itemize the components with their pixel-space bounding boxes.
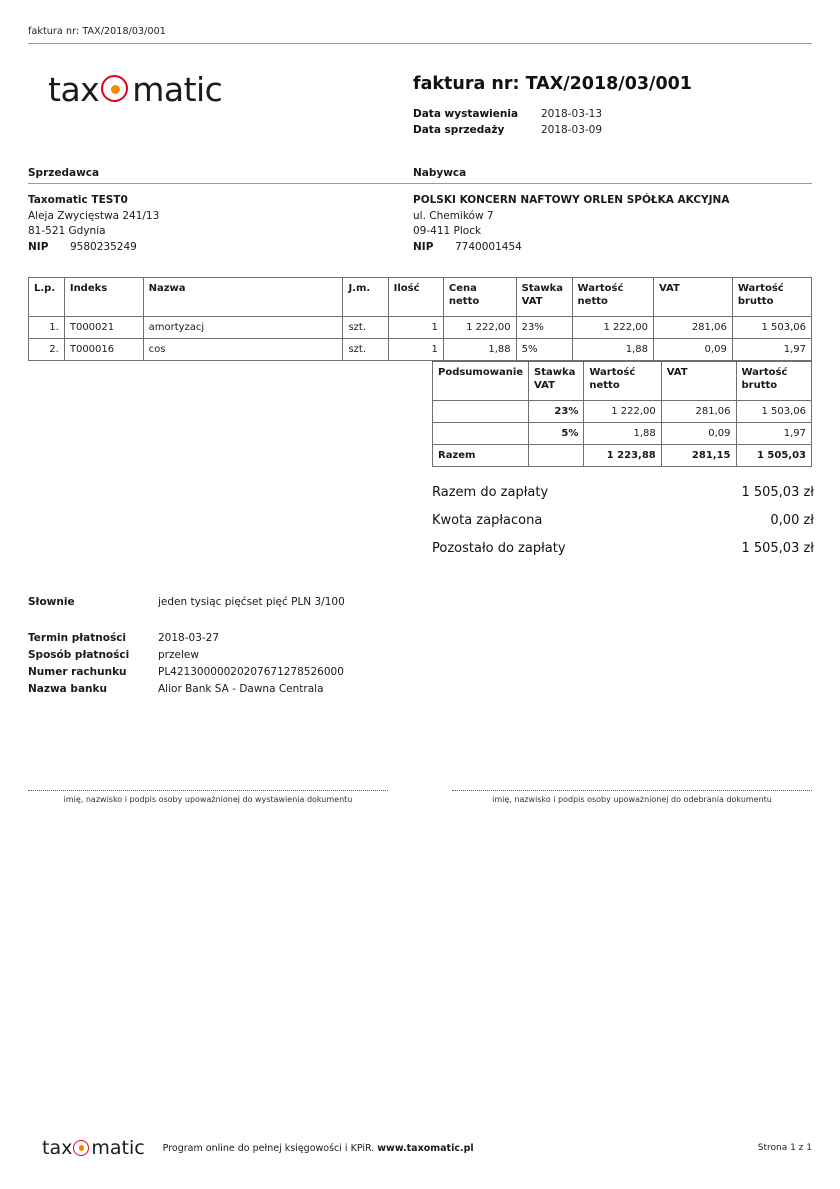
- payment-due-row: [28, 632, 812, 644]
- payment-method-row: [28, 649, 812, 661]
- taxomatic-logo: [48, 70, 413, 109]
- table-row: [29, 339, 812, 361]
- items-table: [28, 277, 812, 361]
- seller-name: Taxomatic TEST0: [28, 194, 128, 206]
- summary-col-gross-value: Wartość brutto: [736, 362, 812, 401]
- payment-details: [28, 632, 812, 695]
- buyer-heading: Nabywca: [413, 167, 812, 184]
- signature-issuer: [28, 790, 388, 804]
- invoice-title-area: [413, 70, 812, 140]
- bank-account-row: [28, 666, 812, 678]
- seller-details: [28, 193, 413, 255]
- summary-cell-net-value: 1,88: [584, 423, 661, 445]
- cell-index: T000021: [64, 317, 143, 339]
- buyer-block: [413, 167, 812, 255]
- cell-lp: 2.: [29, 339, 65, 361]
- issue-date-label: Data wystawienia: [413, 108, 519, 120]
- summary-cell-label: [433, 423, 529, 445]
- buyer-street: ul. Chemików 7: [413, 209, 494, 222]
- total-due-row: [432, 485, 814, 500]
- signature-receiver: [452, 790, 812, 804]
- summary-col-vat: VAT: [661, 362, 736, 401]
- summary-cell-vat-rate: 5%: [529, 423, 584, 445]
- cell-unit: szt.: [343, 339, 388, 361]
- bank-account-label: Numer rachunku: [28, 666, 127, 678]
- cell-index: T000016: [64, 339, 143, 361]
- seller-city: 81-521 Gdynia: [28, 225, 106, 237]
- summary-total-row: [433, 445, 812, 467]
- total-remaining-row: [432, 541, 814, 556]
- buyer-city: 09-411 Plock: [413, 225, 482, 237]
- signature-issuer-line: [28, 790, 388, 791]
- summary-cell-gross-value: 1 503,06: [736, 401, 812, 423]
- cell-name: cos: [143, 339, 343, 361]
- summary-cell-label: [433, 401, 529, 423]
- sale-date-value: 2018-03-09: [541, 124, 603, 136]
- table-row: [29, 317, 812, 339]
- summary-cell-gross-value: 1,97: [736, 423, 812, 445]
- document-footer: [28, 1137, 812, 1159]
- footer-tagline-text: Program online do pełnej księgowości i KPiR.: [162, 1142, 378, 1154]
- parties-section: [28, 167, 812, 255]
- buyer-nip-row: [413, 240, 812, 256]
- total-remaining-value: 1 505,03 zł: [741, 541, 814, 556]
- invoice-title: faktura nr: TAX/2018/03/001: [413, 74, 692, 94]
- cell-net-value: 1 222,00: [572, 317, 653, 339]
- col-net-price: Cena netto: [443, 278, 516, 317]
- seller-street: Aleja Zwycięstwa 241/13: [28, 209, 160, 222]
- col-name: Nazwa: [143, 278, 343, 317]
- header-divider: [28, 43, 812, 44]
- summary-cell-vat: 281,06: [661, 401, 736, 423]
- payment-due-value: 2018-03-27: [158, 632, 220, 644]
- buyer-name: POLSKI KONCERN NAFTOWY ORLEN SPÓŁKA AKCYJNA: [413, 194, 730, 206]
- total-remaining-label: Pozostało do zapłaty: [432, 541, 566, 556]
- footer-logo-circle-icon: [73, 1140, 90, 1157]
- seller-nip-value: 9580235249: [70, 240, 137, 253]
- footer-logo: [28, 1137, 145, 1159]
- cell-gross-value: 1,97: [732, 339, 811, 361]
- seller-nip-row: [28, 240, 413, 256]
- sale-date-row: [413, 124, 812, 136]
- issue-date-value: 2018-03-13: [541, 108, 603, 120]
- summary-cell-vat: 0,09: [661, 423, 736, 445]
- cell-unit: szt.: [343, 317, 388, 339]
- total-paid-value: 0,00 zł: [770, 513, 814, 528]
- brand-logo-area: [28, 70, 413, 109]
- signature-issuer-caption: imię, nazwisko i podpis osoby upoważnionej do wystawienia dokumentu: [63, 795, 353, 804]
- cell-net-price: 1,88: [443, 339, 516, 361]
- cell-vat-rate: 5%: [516, 339, 572, 361]
- summary-section: [28, 361, 812, 467]
- cell-lp: 1.: [29, 317, 65, 339]
- cell-net-value: 1,88: [572, 339, 653, 361]
- buyer-details: [413, 193, 812, 255]
- summary-col-label: Podsumowanie: [433, 362, 529, 401]
- payment-method-label: Sposób płatności: [28, 649, 130, 661]
- payment-due-label: Termin płatności: [28, 632, 127, 644]
- seller-block: [28, 167, 413, 255]
- col-qty: Ilość: [388, 278, 443, 317]
- cell-vat-rate: 23%: [516, 317, 572, 339]
- bank-account-value: PL42130000020207671278526000: [158, 666, 344, 678]
- logo-text-second: matic: [132, 70, 223, 109]
- items-table-header-row: [29, 278, 812, 317]
- summary-total-label: Razem: [433, 445, 529, 467]
- summary-col-vat-rate: Stawka VAT: [529, 362, 584, 401]
- bank-name-label: Nazwa banku: [28, 683, 107, 695]
- table-row: [433, 401, 812, 423]
- summary-total-gross-value: 1 505,03: [736, 445, 812, 467]
- total-due-label: Razem do zapłaty: [432, 485, 549, 500]
- document-header: [28, 0, 812, 44]
- page-number: Strona 1 z 1: [757, 1143, 812, 1153]
- cell-qty: 1: [388, 317, 443, 339]
- summary-col-net-value: Wartość netto: [584, 362, 661, 401]
- amount-in-words-value: jeden tysiąc pięćset pięć PLN 3/100: [158, 596, 345, 608]
- summary-table: [432, 361, 812, 467]
- seller-nip-label: NIP: [28, 240, 49, 253]
- col-vat-rate: Stawka VAT: [516, 278, 572, 317]
- col-gross-value: Wartość brutto: [732, 278, 811, 317]
- buyer-nip-value: 7740001454: [455, 240, 522, 253]
- bank-name-row: [28, 683, 812, 695]
- bank-name-value: Alior Bank SA - Dawna Centrala: [158, 683, 324, 695]
- logo-circle-icon: [101, 75, 130, 104]
- amount-in-words-label: Słownie: [28, 596, 75, 608]
- cell-gross-value: 1 503,06: [732, 317, 811, 339]
- col-lp: L.p.: [29, 278, 65, 317]
- col-index: Indeks: [64, 278, 143, 317]
- summary-cell-net-value: 1 222,00: [584, 401, 661, 423]
- cell-name: amortyzacj: [143, 317, 343, 339]
- issue-date-row: [413, 108, 812, 120]
- cell-qty: 1: [388, 339, 443, 361]
- summary-spacer: [28, 361, 432, 467]
- table-row: [433, 423, 812, 445]
- logo-text-first: tax: [48, 70, 100, 109]
- cell-vat: 281,06: [653, 317, 732, 339]
- col-vat: VAT: [653, 278, 732, 317]
- footer-website-link[interactable]: www.taxomatic.pl: [377, 1142, 474, 1154]
- amount-in-words-row: [28, 596, 812, 608]
- col-net-value: Wartość netto: [572, 278, 653, 317]
- summary-cell-vat-rate: 23%: [529, 401, 584, 423]
- summary-total-spacer: [529, 445, 584, 467]
- cell-vat: 0,09: [653, 339, 732, 361]
- total-due-value: 1 505,03 zł: [741, 485, 814, 500]
- footer-tagline: [163, 1143, 474, 1154]
- summary-total-vat: 281,15: [661, 445, 736, 467]
- payment-method-value: przelew: [158, 649, 199, 661]
- signature-receiver-caption: imię, nazwisko i podpis osoby upoważnionej do odebrania dokumentu: [492, 795, 772, 804]
- signature-receiver-line: [452, 790, 812, 791]
- seller-heading: Sprzedawca: [28, 167, 413, 184]
- header-reference: faktura nr: TAX/2018/03/001: [28, 26, 166, 37]
- cell-net-price: 1 222,00: [443, 317, 516, 339]
- footer-logo-text-first: tax: [42, 1137, 73, 1159]
- total-paid-row: [432, 513, 814, 528]
- footer-logo-text-second: matic: [91, 1137, 145, 1159]
- summary-header-row: [433, 362, 812, 401]
- buyer-nip-label: NIP: [413, 240, 434, 253]
- sale-date-label: Data sprzedaży: [413, 124, 505, 136]
- summary-total-net-value: 1 223,88: [584, 445, 661, 467]
- signatures-section: [28, 790, 812, 804]
- col-unit: J.m.: [343, 278, 388, 317]
- total-paid-label: Kwota zapłacona: [432, 513, 543, 528]
- totals-block: [432, 485, 814, 556]
- brand-and-title-row: [28, 70, 812, 140]
